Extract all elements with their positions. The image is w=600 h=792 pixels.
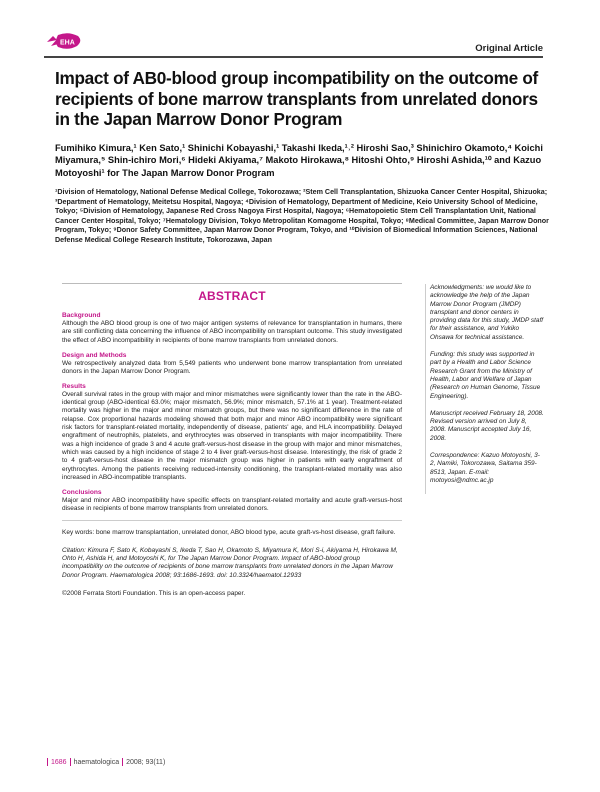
page-number: 1686 — [51, 758, 67, 766]
journal-issue: 2008; 93(11) — [126, 758, 166, 766]
abstract-heading: ABSTRACT — [198, 289, 266, 303]
methods-text: We retrospectively analyzed data from 5,549 patients who underwent bone marrow transplantation from unrelated donors in the Japan Marrow Donor Program. — [62, 359, 402, 375]
abstract-box — [62, 283, 402, 597]
background-text: Although the ABO blood group is one of two major antigen systems of relevance for transplantation in humans, there are still conflicting data concerning the influence of ABO incompatibility on transplant outcome. This study investigated the effect of ABO incompatibility in recipients of bone marrow transplants from unrelated donors. — [62, 320, 402, 344]
journal-logo-icon — [44, 32, 84, 52]
conclusions-text: Major and minor ABO incompatibility have specific effects on transplant-related mortality and acute graft-versus-host disease in recipients of bone marrow transplants from unrelated donors. — [62, 497, 402, 513]
footer-separator — [70, 758, 71, 766]
copyright: ©2008 Ferrata Storti Foundation. This is an open-access paper. — [62, 589, 246, 597]
background-heading: Background — [62, 312, 101, 319]
paper-title: Impact of AB0-blood group incompatibility on the outcome of recipients of bone marrow transplants from unrelated donors in the Japan Marrow Donor Program — [55, 68, 538, 129]
affiliations: ¹Division of Hematology, National Defense Medical College, Tokorozawa; ²Stem Cell Transplantation, Shizuoka Cancer Center Hospital, Shizuoka; ³Department of Hematology, Meitetsu Hospital, Nagoya; ⁴Division of Hematology, Department of Medicine, Keio University School of Medicine, Tokyo; ⁵Division of Hematology, Japanese Red Cross Nagoya First Hospital, Nagoya; ⁶Hematopoietic Stem Cell Transplantation Unit, National Cancer Center Hospital, Tokyo; ⁷Hematology Division, Tokyo Metropolitan Komagome Hospital, Tokyo; ⁸Medical Committee, Japan Marrow Donor Program, Tokyo; ⁹Donor Safety Committee, Japan Marrow Donor Program, Tokyo, and ¹⁰Division of Biomedical Information Sciences, National Defense Medical College Research Institute, Tokorozawa, Japan — [55, 188, 549, 244]
funding: Funding: this study was supported in part by a Health and Labor Science Research Grant from the Ministry of Health, Labor and Welfare of Japan (Research on Human Genome, Tissue Engineering). — [430, 351, 541, 400]
acknowledgments: Acknowledgments: we would like to acknowledge the help of the Japan Marrow Donor Program (JMDP) transplant and donor centers in providing data for this study, JMDP staff for their assistance, and Yukiko Ohsawa for technical assistance. — [430, 284, 544, 341]
keywords: Key words: bone marrow transplantation, unrelated donor, ABO blood type, acute graft-vs-host disease, graft failure. — [62, 529, 396, 537]
results-text: Overall survival rates in the group with major and minor mismatches were significantly lower than the rate in the ABO-identical group (ABO-identical 63.0%; major mismatch, 56.9%; minor mismatch, 57.1% at 1 year). Treatment-related mortality was higher in the major and minor mismatch groups, but there was no significant difference in the rate of relapse. Cox proportional hazards modeling showed that both major and minor ABO incompatibility were significant risk factors for transplant-related mortality, independently of disease, patients' age, and HLA incompatibility. Delayed engraftment of neutrophils, platelets, and erythrocytes was observed in transplants with major incompatibility. There was a high incidence of grade 3 and 4 acute graft-versus-host disease in the group with major and minor mismatches, which was caused by a high incidence of stage 2 to 4 liver graft-versus-host disease. Interestingly, the risk of grade 2 to 4 graft-versus-host disease in the major mismatch group was higher in patients with early engraftment of erythrocytes. Among the patients receiving reduced-intensity conditioning, the transplant-related mortality was also increased in ABO-incompatible transplants. — [62, 390, 402, 482]
author-list: Fumihiko Kimura,¹ Ken Sato,¹ Shinichi Kobayashi,¹ Takashi Ikeda,¹˒² Hiroshi Sao,³ Shinichiro Okamoto,⁴ Koichi Miyamura,⁵ Shin-ichiro Mori,⁶ Hideki Akiyama,⁷ Makoto Hirokawa,⁸ Hitoshi Ohto,⁹ Hiroshi Ashida,¹⁰ and Kazuo Motoyoshi¹ for The Japan Marrow Donor Program — [55, 143, 543, 178]
correspondence: Correspondence: Kazuo Motoyoshi, 3-2, Namiki, Tokorozawa, Saitama 359-8513, Japan. E-mail: motoyosi@ndmc.ac.jp — [430, 452, 540, 484]
sidebar-notes — [425, 284, 544, 494]
results-heading: Results — [62, 382, 86, 390]
journal-name: haematologica — [73, 758, 120, 766]
methods-heading: Design and Methods — [62, 351, 127, 359]
citation: Citation: Kimura F, Sato K, Kobayashi S, Ikeda T, Sao H, Okamoto S, Miyamura K, Mori S-i, Akiyama H, Hirokawa M, Ohto H, Ashida H, and Motoyoshi K, for The Japan Marrow Donor Program. Impact of ABO-blood group incompatibility on the outcome of recipients of bone marrow transplants from unrelated donors in the Japan Marrow Donor Program. Haematologica 2008; 93:1686-1693. doi: 10.3324/haematol.12933 — [62, 546, 398, 579]
page-footer — [44, 758, 165, 766]
divider — [62, 520, 402, 521]
header-rule — [44, 56, 543, 58]
footer-bar — [47, 758, 48, 766]
article-type-label: Original Article — [475, 43, 543, 54]
footer-separator-2 — [122, 758, 123, 766]
manuscript-dates: Manuscript received February 18, 2008. Revised version arrived on July 8, 2008. Manuscript accepted July 16, 2008. — [430, 409, 544, 442]
conclusions-heading: Conclusions — [62, 489, 102, 496]
logo-text: EHA — [60, 39, 75, 47]
